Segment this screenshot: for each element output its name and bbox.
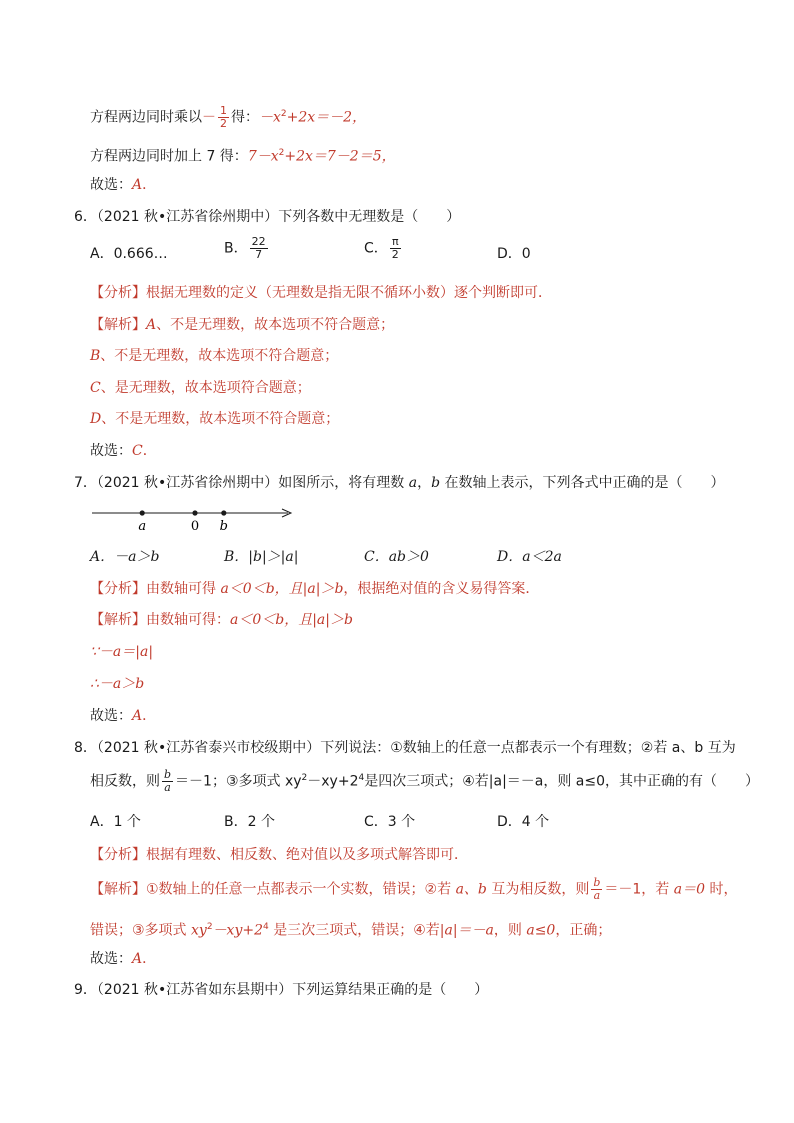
q8-option-b: B．2 个 — [224, 814, 275, 830]
q6-solution-1: 【解析】A、不是无理数，故本选项不符合题意； — [90, 317, 395, 333]
q5-answer: 故选：A． — [90, 177, 157, 193]
number-line-point-b — [221, 510, 226, 515]
q8-analysis: 【分析】根据有理数、相反数、绝对值以及多项式解答即可． — [90, 847, 468, 863]
fraction: $\frac{22}{7}$ — [251, 235, 266, 261]
q7-analysis: 【分析】由数轴可得 a＜0＜b，且|a|＞b，根据绝对值的含义易得答案． — [90, 581, 540, 597]
q6-option-b: B． $\frac{22}{7}$ — [224, 235, 266, 261]
fraction: $\frac{b}{a}$ — [164, 768, 172, 795]
q8-option-d: D．4 个 — [497, 814, 550, 830]
number-line-point-a — [140, 510, 145, 515]
q7-solution-2: ∵－a＝|a| — [90, 644, 154, 660]
number-line-point-0 — [192, 510, 197, 515]
fraction: $\frac{1}{2}$ — [220, 104, 227, 131]
q7-option-c: C．ab＞0 — [364, 549, 429, 565]
q6-option-d: D．0 — [497, 246, 531, 262]
q8-option-c: C．3 个 — [364, 814, 416, 830]
q8-stem-line1: 8．（2021 秋•江苏省泰兴市校级期中）下列说法：①数轴上的任意一点都表示一个有理数；②若 a、b 互为 — [74, 740, 736, 756]
fraction: $\frac{b}{a}$ — [593, 876, 601, 902]
q7-stem: 7．（2021 秋•江苏省徐州期中）如图所示，将有理数 a，b 在数轴上表示，下列各式中正确的是（ ） — [74, 475, 725, 491]
q9-stem: 9．（2021 秋•江苏省如东县期中）下列运算结果正确的是（ ） — [74, 982, 489, 998]
q5-step1: 方程两边同时乘以－ $\frac{1}{2}$ 得：$-x^2+2x=-2$， — [90, 104, 367, 131]
number-line-label-0: 0 — [190, 519, 200, 534]
q5-step2: 方程两边同时加上 7 得：$7-x^2+2x=7-2=5$， — [90, 148, 396, 165]
number-line-label-a: a — [138, 519, 147, 534]
fraction: $\frac{\pi}{2}$ — [391, 235, 399, 261]
q6-option-a: A．0.666… — [90, 246, 168, 262]
q8-stem-line2: 相反数，则 $\frac{b}{a}$ ＝－1；③多项式 $xy^2-xy+2^4$是四次三项式；④若|a|＝－a，则 a≤0，其中正确的有（ ） — [90, 768, 760, 795]
q8-option-a: A．1 个 — [90, 814, 141, 830]
q6-option-c: C． $\frac{\pi}{2}$ — [364, 235, 399, 261]
number-line-figure — [90, 500, 300, 534]
q6-stem: 6．（2021 秋•江苏省徐州期中）下列各数中无理数是（ ） — [74, 209, 461, 225]
q8-solution-2: 错误；③多项式 $xy^2-xy+2^4$ 是三次三项式，错误；④若|a|＝－a，则 a≤0，正确； — [90, 922, 612, 939]
q6-solution-2: B、不是无理数，故本选项不符合题意； — [90, 348, 339, 364]
q7-solution-1: 【解析】由数轴可得：a＜0＜b，且|a|＞b — [90, 612, 353, 628]
q6-solution-3: C、是无理数，故本选项符合题意； — [90, 380, 311, 396]
q8-solution-1: 【解析】①数轴上的任意一点都表示一个实数，错误；②若 a、b 互为相反数，则 $\frac{b}{a}$ ＝－1，若 a＝0 时， — [90, 876, 738, 902]
q7-answer: 故选：A． — [90, 708, 157, 724]
q6-answer: 故选：C． — [90, 443, 157, 459]
number-line-label-b: b — [219, 519, 228, 534]
q6-solution-4: D、不是无理数，故本选项不符合题意； — [90, 411, 340, 427]
q7-option-b: B．|b|＞|a| — [224, 549, 299, 565]
q6-analysis: 【分析】根据无理数的定义（无理数是指无限不循环小数）逐个判断即可． — [90, 285, 552, 301]
q7-option-d: D．a＜2a — [497, 549, 562, 565]
q8-answer: 故选：A． — [90, 951, 157, 967]
q7-solution-3: ∴－a＞b — [90, 676, 145, 692]
q7-option-a: A．－a＞b — [90, 549, 160, 565]
